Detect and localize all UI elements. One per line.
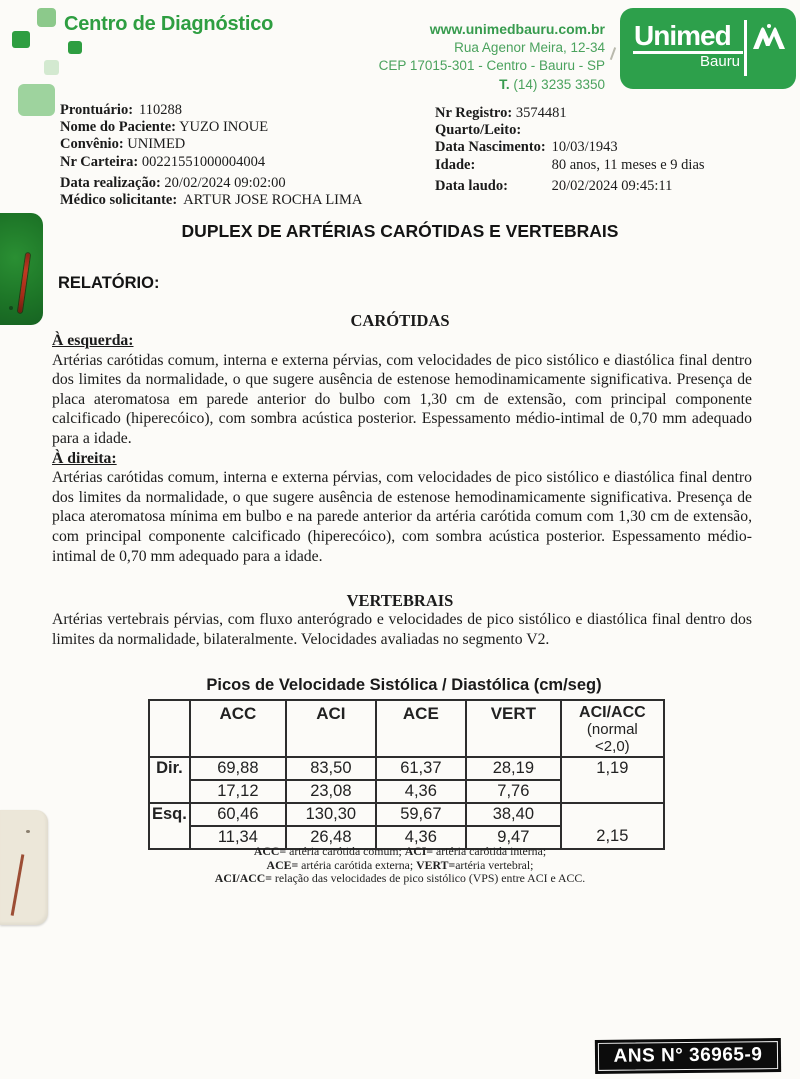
unimed-wordmark: Unimed [634, 20, 731, 51]
field-label: Quarto/Leito: [435, 122, 522, 139]
field-label: Idade: [435, 156, 476, 173]
unimed-logo-divider [744, 20, 747, 76]
cell-esq-ratio: 2,15 [561, 803, 664, 849]
field-value: 80 anos, 11 meses e 9 dias [551, 156, 705, 173]
logo-square [68, 41, 82, 54]
tab-line-mark [11, 854, 24, 915]
field-label: Prontuário: [60, 102, 134, 118]
clinic-name: Centro de Diagnóstico [64, 13, 274, 35]
green-marker-artifact [0, 213, 43, 325]
col-header-aci: ACI [286, 700, 376, 757]
right-side-label: À direita: [52, 449, 117, 467]
phone-label: T. [499, 76, 510, 92]
field-label: Nome do Paciente: [60, 119, 176, 136]
row-label-dir: Dir. [149, 757, 190, 803]
footnote-line-1 [0, 845, 800, 859]
cell-esq-sys-aci: 130,30 [286, 803, 376, 826]
field-label: Nr Carteira: [60, 153, 139, 170]
logo-square [37, 8, 56, 27]
cell-esq-dia-ace: 4,36 [376, 826, 466, 849]
field-value: 10/03/1943 [551, 139, 618, 156]
carotidas-section [52, 331, 752, 566]
red-line-mark [18, 253, 30, 313]
field-value: UNIMED [127, 136, 186, 153]
address-block [370, 20, 605, 94]
velocity-table [148, 699, 665, 850]
cell-dir-sys-ace: 61,37 [376, 757, 466, 780]
realizacao-row [60, 175, 362, 192]
vertebrais-paragraph: Artérias vertebrais pérvias, com fluxo anterógrado e velocidades de pico sistólico e diastólica final dentro dos limites da normalidade, bilateralmente. Velocidades avaliadas no segmento V2. [52, 611, 752, 648]
left-side-label: À esquerda: [52, 332, 134, 349]
laudo-row [435, 178, 672, 195]
idade-row [435, 157, 705, 174]
right-side-paragraph: Artérias carótidas comum, interna e externa pérvias, com velocidades de pico sistólico e diastólica final dentro dos limites da normalidade, o que sugere ausência de estenose hemodinamicamente significativa. Presença de placa ateromatosa mínima em bulbo e na parede anterior da artéria carótida comum com 1,30 cm de extensão, com principal componente calcificado (hiperecóico), com sombra acústica posterior. Espessamento médio-intimal de 0,70 mm adequado para a idade. [52, 469, 752, 565]
footnote-abbr: ACI/ACC= [214, 871, 272, 885]
table-row-esq-systolic [149, 803, 664, 826]
cell-dir-ratio: 1,19 [561, 757, 664, 803]
field-label: Nr Registro: [435, 105, 513, 121]
registro-row [435, 105, 705, 122]
field-label: Data Nascimento: [435, 139, 546, 156]
medico-row [60, 192, 362, 209]
logo-square [18, 84, 55, 116]
exam-info-left [60, 175, 362, 209]
left-side-paragraph: Artérias carótidas comum, interna e externa pérvias, com velocidades de pico sistólico e diastólica final dentro dos limites da normalidade, o que sugere ausência de estenose hemodinamicamente significativa. Presença de placa ateromatosa em parede anterior do bulbo com 1,30 cm de extensão, com principal componente calcificado (hiperecóico), com sombra acústica posterior. Espessamento médio-intimal de 0,70 mm adequado para a idade. [52, 351, 752, 447]
unimed-city: Bauru [700, 53, 741, 70]
footnote-line-3 [0, 872, 800, 886]
row-label-esq: Esq. [149, 803, 190, 849]
field-value: 00221551000004004 [141, 153, 266, 170]
field-value: 20/02/2024 09:45:11 [551, 178, 673, 194]
footnote-text: relação das velocidades de pico sistólico (VPS) entre ACI e ACC. [271, 871, 586, 885]
ratio-header-line: ACI/ACC [579, 704, 646, 721]
table-row-dir-systolic [149, 757, 664, 780]
footnote-text: artéria carótida interna; [433, 844, 547, 858]
ratio-header-line: (normal [586, 721, 638, 738]
footnote-abbr: VERT= [416, 857, 456, 872]
address-line-2: CEP 17015-301 - Centro - Bauru - SP [378, 58, 605, 73]
cell-dir-sys-vert: 28,19 [466, 757, 561, 780]
cell-dir-sys-aci: 83,50 [286, 757, 376, 780]
footnote-text: artéria carótida comum; [286, 844, 405, 858]
cell-dir-sys-acc: 69,88 [190, 757, 286, 780]
report-title: DUPLEX DE ARTÉRIAS CARÓTIDAS E VERTEBRAIS [181, 221, 619, 241]
relatorio-label: RELATÓRIO: [58, 274, 160, 292]
field-value: YUZO INOUE [179, 119, 269, 136]
cell-esq-sys-ace: 59,67 [376, 803, 466, 826]
nascimento-row [435, 139, 705, 156]
logo-square [12, 31, 30, 48]
tab-speck [26, 830, 30, 833]
quarto-row [435, 122, 705, 139]
corner-cell [149, 700, 190, 757]
footnote-abbr: ACC= [253, 844, 287, 858]
nome-row [60, 119, 268, 136]
table-header-row [149, 700, 664, 757]
cell-dir-dia-acc: 17,12 [190, 780, 286, 803]
logo-square [44, 60, 59, 75]
ans-badge [595, 1038, 781, 1074]
cell-dir-dia-vert: 7,76 [466, 780, 561, 803]
footnote-text: artéria vertebral; [455, 857, 534, 872]
cell-esq-dia-vert: 9,47 [466, 826, 561, 849]
table-footnotes [0, 845, 800, 886]
cell-esq-sys-vert: 38,40 [466, 803, 561, 826]
col-header-ratio [561, 700, 664, 757]
field-label: Data laudo: [435, 178, 508, 194]
carteira-row [60, 154, 268, 171]
col-header-vert: VERT [466, 700, 561, 757]
footnote-abbr: ACE= [266, 857, 299, 872]
cell-dir-dia-aci: 23,08 [286, 780, 376, 803]
cell-esq-dia-acc: 11,34 [190, 826, 286, 849]
ratio-header-line: <2,0) [595, 738, 630, 755]
field-value: 3574481 [515, 105, 567, 121]
field-value: 20/02/2024 09:02:00 [164, 175, 286, 191]
convenio-row [60, 136, 268, 153]
field-value: ARTUR JOSE ROCHA LIMA [183, 192, 363, 209]
field-label: Convênio: [60, 136, 124, 153]
col-header-acc: ACC [190, 700, 286, 757]
patient-info-left [60, 102, 268, 171]
website-text: www.unimedbauru.com.br [429, 21, 605, 37]
address-line-1: Rua Agenor Meira, 12-34 [454, 39, 605, 55]
unimed-symbol-icon [751, 24, 787, 49]
patient-info-right [435, 105, 705, 174]
ans-number: ANS N° 36965-9 [598, 1041, 778, 1071]
footnote-line-2 [0, 859, 800, 873]
prontuario-row [60, 102, 268, 119]
field-label: Data realização: [60, 175, 161, 191]
vertebrais-heading: VERTEBRAIS [346, 591, 454, 610]
cell-dir-dia-ace: 4,36 [376, 780, 466, 803]
phone-number: (14) 3235 3350 [513, 76, 605, 92]
footnote-text: artéria carótida externa; [298, 857, 417, 872]
field-value: 110288 [139, 102, 182, 118]
col-header-ace: ACE [376, 700, 466, 757]
marker-dot [9, 306, 13, 310]
laudo-info [435, 178, 672, 195]
scan-mark [610, 47, 616, 60]
field-label: Médico solicitante: [60, 192, 178, 209]
carotidas-heading: CARÓTIDAS [350, 311, 450, 330]
cell-esq-dia-aci: 26,48 [286, 826, 376, 849]
phone-text [370, 76, 605, 95]
velocity-table-title: Picos de Velocidade Sistólica / Diastólica (cm/seg) [206, 676, 602, 694]
cell-esq-sys-acc: 60,46 [190, 803, 286, 826]
footnote-abbr: ACI= [404, 844, 434, 858]
cream-tab-artifact [0, 810, 48, 925]
unimed-logo [620, 8, 796, 89]
